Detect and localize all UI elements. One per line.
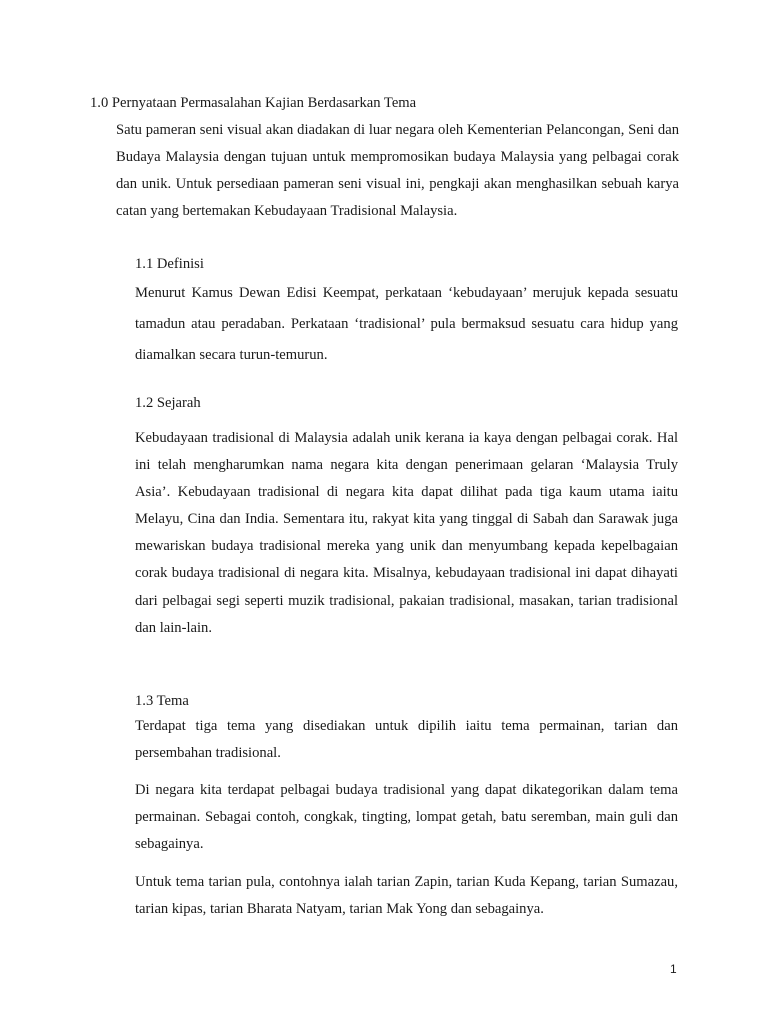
main-heading: 1.0 Pernyataan Permasalahan Kajian Berdasarkan Tema	[90, 95, 417, 111]
sejarah-paragraph: Kebudayaan tradisional di Malaysia adalah unik kerana ia kaya dengan pelbagai corak. Hal ini telah mengharumkan nama negara kita dengan penerimaan gelaran ‘Malaysia Truly Asia’. Kebudayaan tradisional di negara kita dapat dilihat pada tiga kaum utama iaitu Melayu, Cina dan India. Sementara itu, rakyat kita yang tinggal di Sabah dan Sarawak juga mewariskan budaya tradisional mereka yang unik dan menyumbang kepada kepelbagaian corak budaya tradisional di negara kita. Misalnya, kebudayaan tradisional ini dapat dihayati dari pelbagai segi seperti muzik tradisional, pakaian tradisional, masakan, tarian tradisional dan lain-lain.	[135, 430, 678, 636]
section-heading-tema: 1.3 Tema	[135, 693, 189, 709]
tema-paragraph-3: Untuk tema tarian pula, contohnya ialah tarian Zapin, tarian Kuda Kepang, tarian Sumazau, tarian kipas, tarian Bharata Natyam, tarian Mak Yong dan sebagainya.	[135, 874, 678, 917]
tema-paragraph-1: Terdapat tiga tema yang disediakan untuk dipilih iaitu tema permainan, tarian dan persembahan tradisional.	[135, 718, 678, 761]
page-number: 1	[670, 962, 677, 976]
section-heading-definisi: 1.1 Definisi	[135, 256, 204, 272]
section-heading-sejarah: 1.2 Sejarah	[135, 395, 201, 411]
intro-paragraph: Satu pameran seni visual akan diadakan di luar negara oleh Kementerian Pelancongan, Seni dan Budaya Malaysia dengan tujuan untuk mempromosikan budaya Malaysia yang pelbagai corak dan unik. Untuk persediaan pameran seni visual ini, pengkaji akan menghasilkan sebuah karya catan yang bertemakan Kebudayaan Tradisional Malaysia.	[116, 122, 679, 219]
definisi-paragraph: Menurut Kamus Dewan Edisi Keempat, perkataan ‘kebudayaan’ merujuk kepada sesuatu tamadun atau peradaban. Perkataan ‘tradisional’ pula bermaksud sesuatu cara hidup yang diamalkan secara turun-temurun.	[135, 285, 678, 363]
tema-paragraph-2: Di negara kita terdapat pelbagai budaya tradisional yang dapat dikategorikan dalam tema permainan. Sebagai contoh, congkak, tingting, lompat getah, batu seremban, main guli dan sebagainya.	[135, 782, 678, 852]
